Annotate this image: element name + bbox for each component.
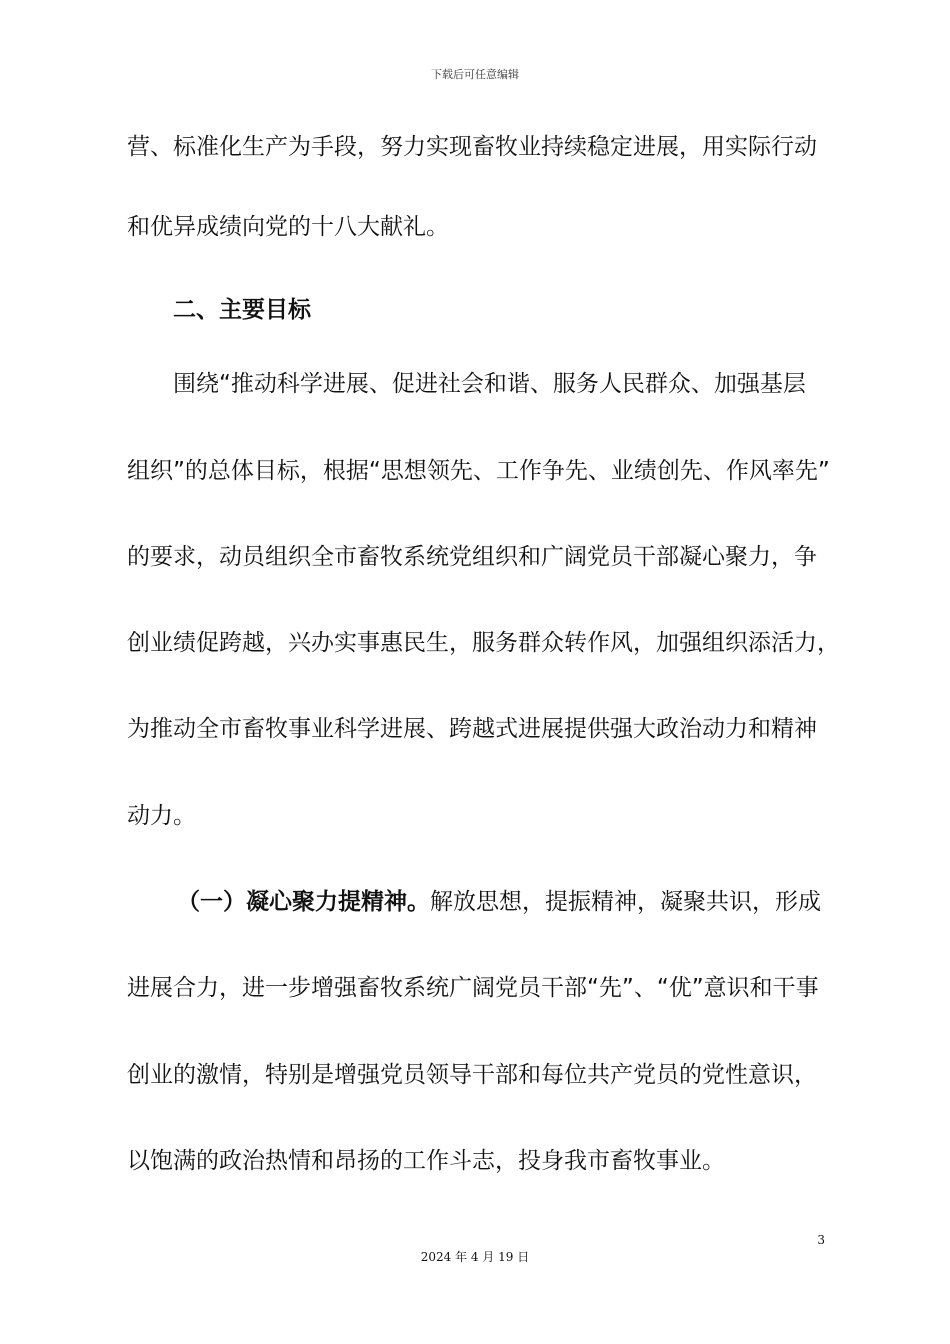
body-line: 组织”的总体目标，根据“思想领先、工作争先、业绩创先、作风率先” [127,458,830,484]
subsection-heading: （一）凝心聚力提精神。 [177,889,430,915]
body-line: 和优异成绩向党的十八大献礼。 [127,214,449,240]
body-line: 围绕“推动科学进展、促进社会和谐、服务人民群众、加强基层 [173,371,806,397]
footer-date: 2024 年 4 月 19 日 [420,1250,530,1264]
subsection-text: 解放思想，提振精神，凝聚共识，形成 [430,889,821,915]
body-line: 以饱满的政治热情和昂扬的工作斗志，投身我市畜牧事业。 [127,1148,725,1174]
body-line: 进展合力，进一步增强畜牧系统广阔党员干部“先”、“优”意识和干事 [127,975,819,1001]
document-body [127,131,840,1177]
body-line: 的要求，动员组织全市畜牧系统党组织和广阔党员干部凝心聚力，争 [127,544,817,570]
body-line: 动力。 [127,803,196,829]
subsection-line [127,886,827,918]
page-number: 3 [817,1233,825,1247]
body-line: 营、标准化生产为手段，努力实现畜牧业持续稳定进展，用实际行动 [127,134,817,160]
page-header: 下载后可任意编辑 [431,68,519,81]
body-line: 创业的激情，特别是增强党员领导干部和每位共产党员的党性意识， [127,1062,817,1088]
body-line: 创业绩促跨越，兴办实事惠民生，服务群众转作风，加强组织添活力， [127,630,840,656]
body-line: 为推动全市畜牧事业科学进展、跨越式进展提供强大政治动力和精神 [127,716,817,742]
section-heading: 二、主要目标 [173,297,311,323]
